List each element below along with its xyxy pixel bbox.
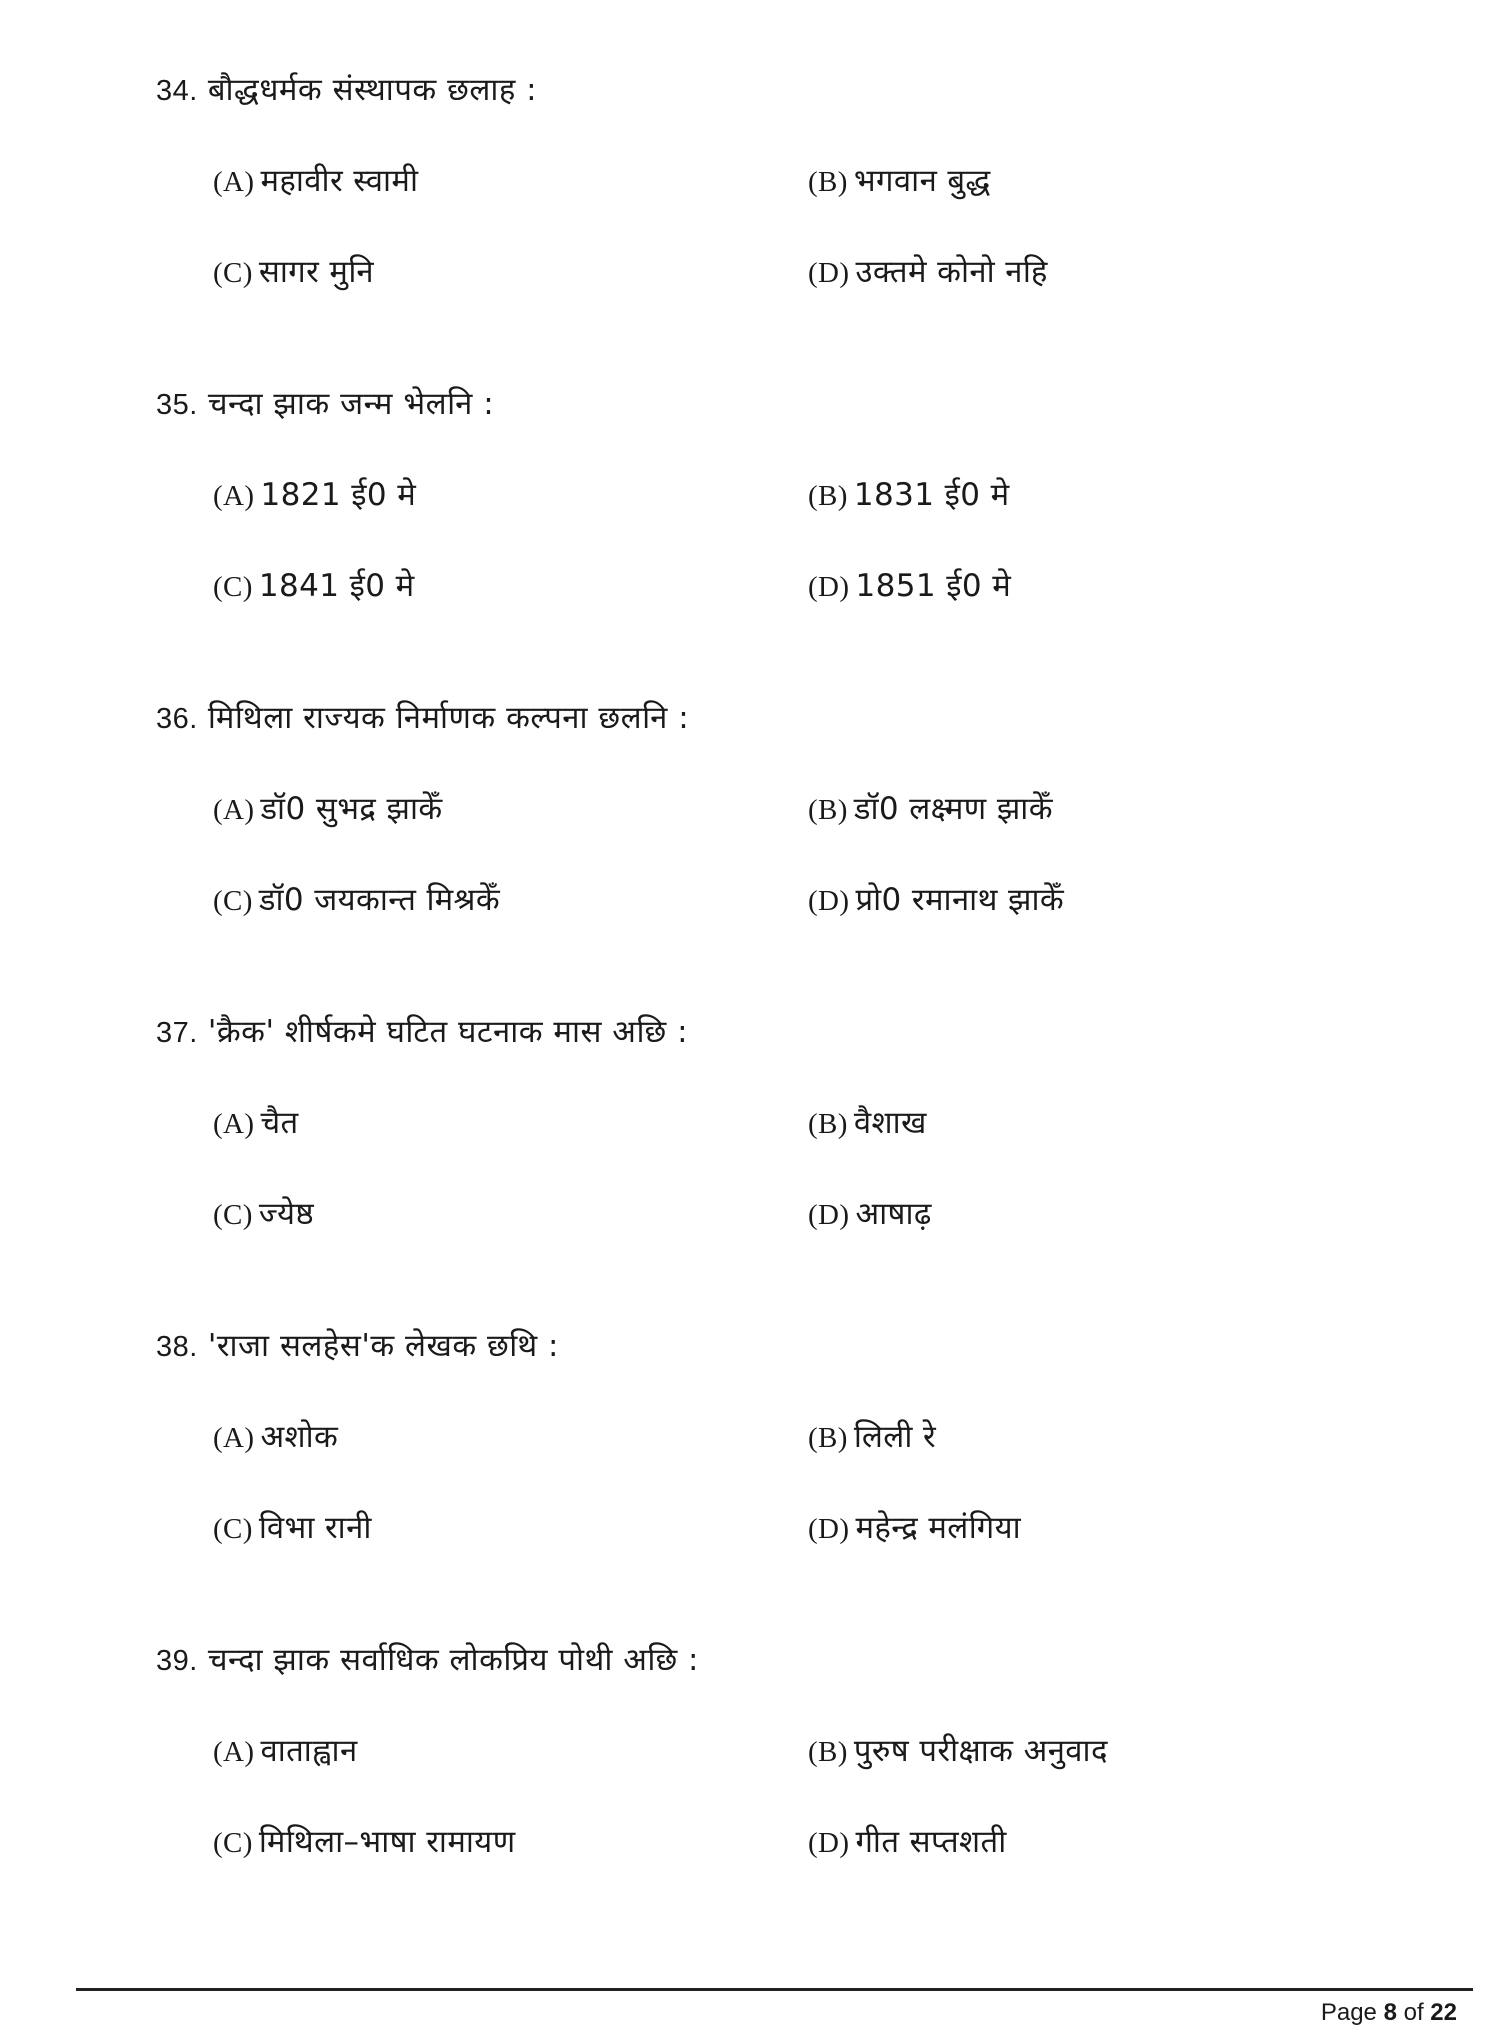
option-text: डॉ0 जयकान्त मिश्रकेँ: [258, 882, 501, 918]
option-text: विभा रानी: [258, 1510, 372, 1546]
option-b: [808, 1103, 927, 1144]
option-a: [213, 161, 418, 202]
question-34: [0, 70, 1505, 370]
option-letter: (D): [808, 885, 850, 917]
option-letter: (D): [808, 1827, 850, 1859]
question-stem: [156, 384, 494, 425]
option-letter: (B): [808, 1736, 848, 1768]
option-b: [808, 475, 1010, 516]
option-d: [808, 252, 1048, 293]
option-letter: (D): [808, 1199, 850, 1231]
question-37: [0, 1012, 1505, 1312]
option-a: [213, 1417, 338, 1458]
option-letter: (C): [213, 1827, 253, 1859]
option-letter: (A): [213, 1108, 255, 1140]
option-d: [808, 1194, 932, 1235]
page-number: [1321, 1998, 1457, 2028]
option-text: वाताह्वान: [260, 1733, 358, 1769]
option-c: [213, 252, 374, 293]
option-text: 1841 ई0 मे: [258, 568, 415, 604]
option-text: 1851 ई0 मे: [855, 568, 1012, 604]
footer-divider: [76, 1988, 1473, 1991]
option-b: [808, 1417, 936, 1458]
question-38: [0, 1326, 1505, 1626]
question-number: 38.: [156, 1331, 198, 1363]
option-letter: (B): [808, 166, 848, 198]
option-letter: (A): [213, 1736, 255, 1768]
question-number: 37.: [156, 1017, 198, 1049]
option-b: [808, 1731, 1108, 1772]
option-letter: (D): [808, 257, 850, 289]
option-b: [808, 161, 991, 202]
page-word: Page: [1320, 1999, 1377, 2026]
option-letter: (D): [808, 571, 850, 603]
option-text: सागर मुनि: [258, 254, 375, 290]
option-c: [213, 880, 500, 921]
question-35: [0, 384, 1505, 684]
question-stem: [156, 1012, 688, 1053]
question-39: [0, 1640, 1505, 1940]
question-stem: [156, 698, 689, 739]
question-number: 35.: [156, 389, 198, 421]
option-text: चैत: [260, 1105, 299, 1141]
option-text: ज्येष्ठ: [258, 1196, 315, 1232]
current-page: 8: [1383, 1999, 1397, 2026]
option-text: अशोक: [260, 1419, 339, 1455]
option-letter: (B): [808, 794, 848, 826]
option-a: [213, 475, 416, 516]
option-c: [213, 566, 415, 607]
option-text: लिली रे: [853, 1419, 937, 1455]
option-text: डॉ0 सुभद्र झाकेँ: [260, 791, 443, 827]
option-text: 1821 ई0 मे: [260, 477, 417, 513]
question-number: 39.: [156, 1645, 198, 1677]
question-text: बौद्धधर्मक संस्थापक छलाह :: [207, 72, 538, 108]
option-letter: (D): [808, 1513, 850, 1545]
option-letter: (A): [213, 480, 255, 512]
option-text: प्रो0 रमानाथ झाकेँ: [855, 882, 1065, 918]
option-letter: (A): [213, 166, 255, 198]
question-number: 36.: [156, 703, 198, 735]
option-letter: (C): [213, 571, 253, 603]
option-a: [213, 789, 443, 830]
of-word: of: [1403, 1999, 1424, 2026]
total-pages: 22: [1430, 1999, 1457, 2026]
option-letter: (A): [213, 1422, 255, 1454]
question-text: चन्दा झाक जन्म भेलनि :: [207, 386, 495, 422]
option-d: [808, 880, 1064, 921]
question-text: चन्दा झाक सर्वाधिक लोकप्रिय पोथी अछि :: [207, 1642, 699, 1678]
option-d: [808, 1508, 1021, 1549]
option-letter: (B): [808, 1108, 848, 1140]
option-letter: (C): [213, 257, 253, 289]
option-c: [213, 1508, 372, 1549]
option-text: महावीर स्वामी: [260, 163, 419, 199]
option-letter: (B): [808, 1422, 848, 1454]
option-c: [213, 1194, 314, 1235]
option-text: पुरुष परीक्षाक अनुवाद: [853, 1733, 1108, 1769]
option-d: [808, 1822, 1007, 1863]
question-stem: [156, 1640, 699, 1681]
option-letter: (B): [808, 480, 848, 512]
question-text: 'राजा सलहेस'क लेखक छथि :: [207, 1328, 559, 1364]
question-stem: [156, 1326, 559, 1367]
option-text: उक्तमे कोनो नहि: [855, 254, 1048, 290]
option-letter: (C): [213, 1199, 253, 1231]
question-number: 34.: [156, 75, 198, 107]
option-b: [808, 789, 1053, 830]
option-letter: (C): [213, 1513, 253, 1545]
option-text: डॉ0 लक्ष्मण झाकेँ: [853, 791, 1053, 827]
option-text: 1831 ई0 मे: [853, 477, 1010, 513]
option-text: मिथिला–भाषा रामायण: [258, 1824, 516, 1860]
option-text: भगवान बुद्ध: [853, 163, 991, 199]
question-stem: [156, 70, 537, 111]
option-text: आषाढ़: [855, 1196, 932, 1232]
question-text: 'क्रैक' शीर्षकमे घटित घटनाक मास अछि :: [207, 1014, 689, 1050]
question-text: मिथिला राज्यक निर्माणक कल्पना छलनि :: [207, 700, 690, 736]
option-text: गीत सप्तशती: [855, 1824, 1007, 1860]
option-letter: (A): [213, 794, 255, 826]
option-text: वैशाख: [853, 1105, 927, 1141]
option-letter: (C): [213, 885, 253, 917]
option-d: [808, 566, 1011, 607]
option-a: [213, 1103, 299, 1144]
option-c: [213, 1822, 516, 1863]
option-a: [213, 1731, 358, 1772]
question-36: [0, 698, 1505, 998]
option-text: महेन्द्र मलंगिया: [855, 1510, 1022, 1546]
